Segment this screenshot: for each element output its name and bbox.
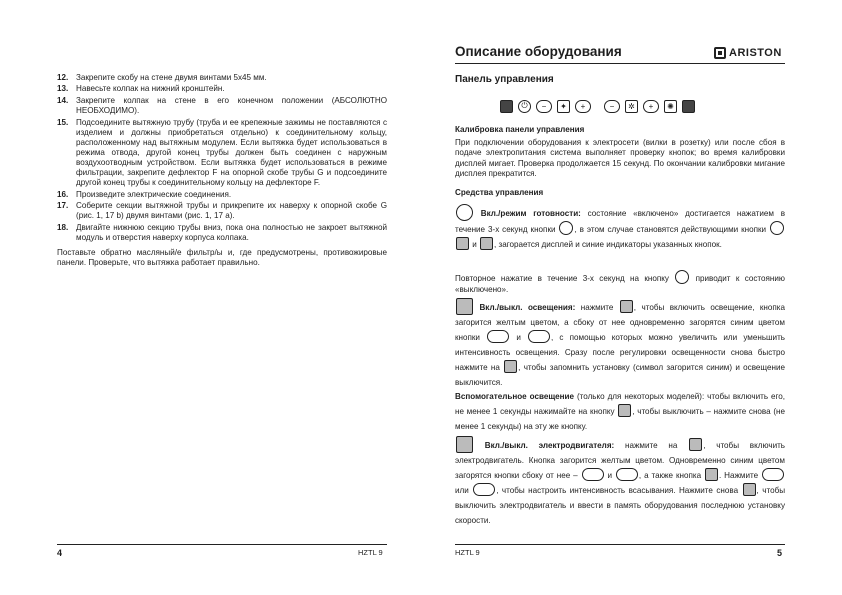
list-item: 18. Двигайте нижнюю секцию трубы вниз, пока она полностью не закроет вытяжной модуль и отверстия наверху корпуса колпака. — [57, 222, 387, 242]
calibration-heading: Калибровка панели управления — [455, 125, 585, 134]
left-column — [57, 73, 387, 268]
page-number: 4 — [57, 548, 63, 558]
fan-icon — [456, 436, 473, 453]
plus-icon — [528, 330, 550, 343]
aux-light-icon — [500, 100, 513, 113]
plus-icon: + — [643, 100, 659, 113]
list-item: 12. Закрепите скобу на стене двумя винтами 5х45 мм. — [57, 73, 267, 82]
fan-icon — [480, 237, 493, 250]
footer-rule — [455, 544, 785, 545]
minus-icon: − — [604, 100, 620, 113]
plus-icon — [473, 483, 495, 496]
boost-icon — [705, 468, 718, 481]
model-label: HZTL 9 — [455, 548, 480, 557]
calibration-text: При подключении оборудования к электросети (вилки в розетку) или после сбоя в подаче электропитания система выполняет проверку кнопок; во время калибровки дисплей мигает. Проверка продолжается 15 секунд. По окончании калибровки мигание дисплея прекратится. — [455, 138, 785, 178]
title-rule — [455, 63, 785, 64]
light-icon — [504, 360, 517, 373]
closing-paragraph: Поставьте обратно масляный/е фильтр/ы и, где предусмотрены, противожировые панели. Проверьте, что вытяжка работает правильно. — [57, 247, 387, 267]
minus-icon: − — [536, 100, 552, 113]
minus-icon — [582, 468, 604, 481]
model-label: HZTL 9 — [358, 548, 383, 557]
on-standby-paragraph: Вкл./режим готовности: состояние «включено» достигается нажатием в течение 3-х секунд кнопки , в этом случае становятся действующими кнопки и , загорается дисплей и синие индикаторы указанных кнопок. — [455, 204, 785, 252]
power-icon — [559, 221, 573, 235]
ariston-logo-icon — [714, 47, 726, 59]
repeat-paragraph: Повторное нажатие в течение 3-х секунд на кнопку приводит к состоянию «выключено». — [455, 270, 785, 295]
list-item: 13. Навесьте колпак на нижний кронштейн. — [57, 84, 225, 94]
power-icon — [675, 270, 689, 284]
motor-paragraph: Вкл./выкл. электродвигателя: нажмите на , чтобы включить электродвигатель. Кнопка загорится желтым цветом. Одновременно синим цветом загорятся кнопки сбоку от нее – и , а также кнопка . Нажмите или , чтобы настроить интенсивность всасывания. Нажмите снова , чтобы выключить электродвигатель и ввести в память оборудования последнюю установку скорости. — [455, 436, 785, 528]
power-icon — [456, 204, 473, 221]
power-icon — [770, 221, 784, 235]
light-paragraph: Вкл./выкл. освещения: нажмите , чтобы включить освещение, кнопка загорится желтым цветом, а сбоку от нее одновременно загорятся синим цветом кнопки и , с помощью которых можно увеличить или уменьшить интенсивность освещения. Сразу после регулировки освещенности снова быстро нажмите на , чтобы запомнить установку (символ загорится синим) и освещение выключится. — [455, 298, 785, 390]
list-item: 15. Подсоедините вытяжную трубу (труба и ее крепежные зажимы не поставляются с изделием и должны приобретаться отдельно) к соединительному кольцу, расположенному над вытяжным модулем. Если вытяжка будет использоваться в режима отвода, другой конец трубы должен быть соединен с наружным воздухоотводным устройством. Если вытяжка будет использоваться в режиме фильтрации, закрепите дефлектор F на опорной скобе трубы G и подсоедините другой конец трубы к соединительному кольцу на дефлекторе F. — [57, 117, 387, 188]
installation-steps — [57, 73, 387, 243]
power-icon: ⏻ — [518, 100, 531, 113]
plus-icon: + — [575, 100, 591, 113]
plus-icon — [616, 468, 638, 481]
list-item: 14. Закрепите колпак на стене в его конечном положении (АБСОЛЮТНО НЕОБХОДИМО). — [57, 95, 387, 116]
list-item: 17. Соберите секции вытяжной трубы и прикрепите их наверху к опорной скобе G (рис. 1, 17 b) двумя винтами (рис. 1, 17 a). — [57, 201, 387, 221]
light-icon — [618, 404, 631, 417]
control-panel-illustration — [500, 99, 700, 113]
page-number: 5 — [777, 548, 783, 558]
minus-icon — [762, 468, 784, 481]
list-item: 16. Произведите электрические соединения. — [57, 189, 232, 199]
aux-light-paragraph: Вспомогательное освещение (только для некоторых моделей): чтобы включить его, не менее 1 секунды нажимайте на кнопку , чтобы выключить – нажмите снова (не менее 1 секунды) на эту же кнопку. — [455, 392, 785, 431]
page-title: Описание оборудования — [455, 44, 622, 59]
fan-icon — [743, 483, 756, 496]
controls-heading: Средства управления — [455, 188, 544, 197]
fan-icon: ✲ — [625, 100, 638, 113]
light-icon — [620, 300, 633, 313]
brand-logo — [714, 47, 782, 59]
fan-icon — [689, 438, 702, 451]
brand-name: ARISTON — [729, 47, 782, 59]
minus-icon — [487, 330, 509, 343]
light-icon — [456, 237, 469, 250]
boost-icon: ✺ — [664, 100, 677, 113]
footer-rule — [57, 544, 387, 545]
light-icon: ✦ — [557, 100, 570, 113]
light-icon — [456, 298, 473, 315]
section-title: Панель управления — [455, 74, 554, 85]
filter-icon — [682, 100, 695, 113]
